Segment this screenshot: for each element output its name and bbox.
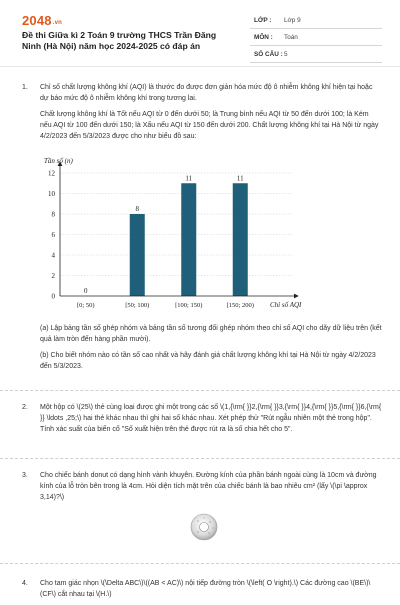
- y-tick-label: 12: [48, 169, 55, 178]
- data-label: 8: [135, 205, 139, 213]
- question-number: 2.: [22, 404, 28, 411]
- x-tick-label: [50; 100): [125, 302, 150, 309]
- exam-meta: [250, 14, 382, 63]
- y-tick-label: 10: [48, 190, 55, 198]
- aqi-frequency-chart: [34, 156, 310, 316]
- header-divider: [0, 66, 400, 67]
- y-tick-label: 2: [51, 272, 55, 280]
- question-number: 3.: [22, 472, 28, 479]
- meta-key: SỐ CÂU :: [254, 51, 283, 58]
- header: [0, 0, 400, 64]
- y-axis-label: Tần số (n): [44, 157, 73, 165]
- question-divider: [0, 390, 400, 391]
- y-tick-label: 0: [51, 292, 55, 301]
- meta-value: 5: [284, 51, 288, 58]
- y-tick-label: 6: [51, 231, 55, 239]
- donut-image: [189, 512, 219, 542]
- y-tick-label: 4: [51, 251, 55, 260]
- bar: [233, 183, 248, 296]
- question-text: Cho tam giác nhọn \(\Delta ABC\)\((AB < AC)\) nội tiếp đường tròn \(\left( O \right).\) Các đường cao \(BE\)\(CF\) cắt nhau tại \(H.\): [40, 580, 371, 598]
- meta-row-class: [250, 14, 382, 29]
- data-label: 11: [185, 174, 193, 183]
- meta-row-count: [250, 48, 382, 63]
- meta-row-subject: [250, 31, 382, 46]
- question-part-a: (a) Lập bảng tần số ghép nhóm và bảng tần số tương đối ghép nhóm theo chỉ số AQI cho dãy dữ liệu trên (kết quả làm tròn đến hàng phần mười).: [40, 325, 382, 343]
- x-tick-label: [0; 50): [76, 302, 95, 309]
- y-tick-label: 8: [51, 210, 55, 219]
- question-text: Một hộp có \(25\) thẻ cùng loại được ghi một trong các số \(1,{\rm{ }}2,{\rm{ }}3,{\rm{ }}4,{\rm{ }}5,{\rm{ }}6,{\rm{ }} \ldots ,25;\) hai thẻ khác nhau thì ghi hai số khác nhau. Xét phép thử "Rút ngẫu nhiên một thẻ trong hộp". Tính xác suất của biến cố "Số xuất hiện trên thẻ được rút ra là số chia hết cho 5".: [40, 404, 382, 433]
- site-logo[interactable]: 2048.vn: [22, 13, 63, 28]
- meta-key: MÔN :: [254, 34, 273, 41]
- question-text: Chất lượng không khí là Tốt nếu AQI từ 0 đến dưới 50; là Trung bình nếu AQI từ 50 đến dưới 100; là Kém nếu AQI từ 100 đến dưới 150; là Xấu nếu AQI từ 150 đến dưới 200. Chất lượng không khí tại Hà Nội từ ngày 4/2/2023 đến 5/3/2023 được cho như biểu đồ sau:: [40, 111, 379, 140]
- donut-icon: [189, 512, 219, 542]
- x-axis-label: Chỉ số AQI: [270, 301, 302, 309]
- data-label: 11: [236, 174, 244, 183]
- bar: [181, 183, 196, 296]
- x-tick-label: [100; 150): [175, 302, 203, 309]
- question-number: 1.: [22, 84, 28, 91]
- question-divider: [0, 563, 400, 564]
- x-tick-label: [150; 200): [226, 302, 254, 309]
- question-number: 4.: [22, 580, 28, 587]
- page-title: Đề thi Giữa kì 2 Toán 9 trường THCS Trần Đăng Ninh (Hà Nội) năm học 2024-2025 có đáp án: [22, 30, 217, 51]
- meta-value: Lớp 9: [284, 17, 301, 24]
- meta-value: Toán: [284, 34, 298, 41]
- question-divider: [0, 458, 400, 459]
- chart-svg: [34, 156, 310, 316]
- question-text: Cho chiếc bánh donut có dạng hình vành khuyên. Đường kính của phần bánh ngoài cùng là 10cm và đường kính của lỗ tròn bên trong là 4cm. Hỏi diện tích mặt trên của chiếc bánh là bao nhiêu cm² (lấy \(\pi \approx 3,14)?\): [40, 472, 377, 501]
- data-label: 0: [84, 287, 88, 295]
- question-text: Chỉ số chất lượng không khí (AQI) là thước đo được đơn giản hóa mức độ ô nhiễm không khí hiện tại hoặc dự báo mức độ ô nhiễm không khí trong tương lai.: [40, 84, 373, 102]
- question-part-b: (b) Cho biết nhóm nào có tần số cao nhất và hãy đánh giá chất lượng không khí tại Hà Nội từ ngày 4/2/2023 đến 5/3/2023.: [40, 352, 376, 370]
- bar: [130, 214, 145, 296]
- meta-key: LỚP :: [254, 17, 272, 24]
